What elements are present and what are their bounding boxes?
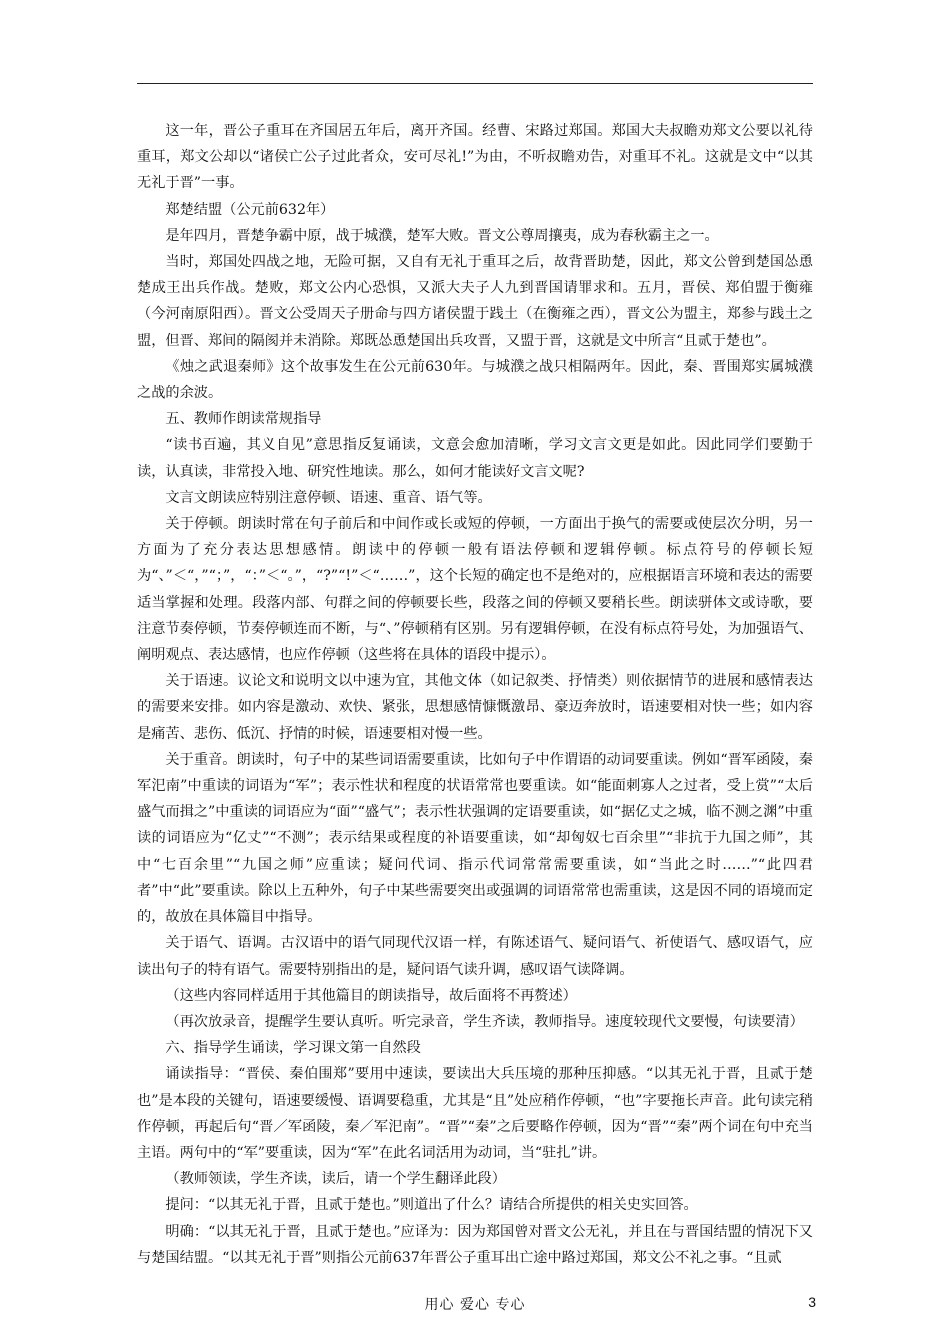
paragraph: 关于停顿。朗读时常在句子前后和中间作或长或短的停顿，一方面出于换气的需要或使层次分明，另一方面为了充分表达思想感情。朗读中的停顿一般有语法停顿和逻辑停顿。标点符号的停顿长短为“、”＜“，”“；”，“：”＜“。”，“?”“!”＜“……”，这个长短的确定也不是绝对的，应根据语言环境和表达的需要适当掌握和处理。段落内部、句群之间的停顿要长些，段落之间的停顿又要稍长些。朗读骈体文或诗歌，要注意节奏停顿，节奏停顿连而不断，与“、”停顿稍有区别。另有逻辑停顿，在没有标点符号处，为加强语气、阐明观点、表达感情，也应作停顿（这些将在具体的语段中提示）。: [137, 516, 813, 664]
footer-motto: 用心 爱心 专心: [424, 1297, 526, 1313]
paragraph: 是年四月，晋楚争霸中原，战于城濮，楚军大败。晋文公尊周攘夷，成为春秋霸主之一。: [165, 227, 719, 244]
paragraph: 关于语速。议论文和说明文以中速为宜，其他文体（如记叙类、抒情类）则依据情节的进展和感情表达的需要来安排。如内容是激动、欢快、紧张，思想感情慷慨激昂、豪迈奔放时，语速要相对快一些；如内容是痛苦、悲伤、低沉、抒情的时候，语速要相对慢一些。: [137, 673, 813, 742]
header-rule: [137, 83, 813, 84]
section-heading: 六、指导学生诵读，学习课文第一自然段: [165, 1040, 421, 1057]
document-body: [137, 118, 813, 1271]
paragraph: 关于重音。朗读时，句子中的某些词语需要重读，比如句子中作谓语的动词要重读。例如“晋军函陵，秦军汜南”中重读的词语为“军”；表示性状和程度的状语常常也要重读。如“能面刺寡人之过者，受上赏”“太后盛气而揖之”中重读的词语应为“面”“盛气”；表示性状强调的定语要重读，如“据亿丈之城，临不测之渊”中重读的词语应为“亿丈”“不测”；表示结果或程度的补语要重读，如“却匈奴七百余里”“非抗于九国之师”，其中“七百余里”“九国之师”应重读；疑问代词、指示代词常常需要重读，如“当此之时……”“此四君者”中“此”要重读。除以上五种外，句子中某些需要突出或强调的词语常常也需重读，这是因不同的语境而定的，故放在具体篇目中指导。: [137, 751, 813, 926]
note-paragraph: （教师领读，学生齐读，读后，请一个学生翻译此段）: [165, 1171, 506, 1188]
paragraph: 当时，郑国处四战之地，无险可据，又自有无礼于重耳之后，故背晋助楚，因此，郑文公曾到楚国怂恿楚成王出兵作战。楚败，郑文公内心恐惧，又派大夫子人九到晋国请罪求和。五月，晋侯、郑伯盟于衡雍（今河南原阳西）。晋文公受周天子册命与四方诸侯盟于践土（在衡雍之西），晋文公为盟主，郑参与践土之盟，但晋、郑间的隔阂并未消除。郑既怂恿楚国出兵攻晋，又盟于晋，这就是文中所言“且贰于楚也”。: [137, 254, 813, 349]
answer-paragraph: 明确：“以其无礼于晋，且贰于楚也。”应译为：因为郑国曾对晋文公无礼，并且在与晋国结盟的情况下又与楚国结盟。“以其无礼于晋”则指公元前637年晋公子重耳出亡途中路过郑国，郑文公不礼之事。“且贰: [137, 1223, 813, 1266]
note-paragraph: （再次放录音，提醒学生要认真听。听完录音，学生齐读，教师指导。速度较现代文要慢，句读要清）: [165, 1013, 804, 1030]
paragraph: 关于语气、语调。古汉语中的语气同现代汉语一样，有陈述语气、疑问语气、祈使语气、感叹语气，应读出句子的特有语气。需要特别指出的是，疑问语气读升调，感叹语气读降调。: [137, 935, 813, 978]
question-paragraph: 提问：“以其无礼于晋，且贰于楚也。”则道出了什么？请结合所提供的相关史实回答。: [165, 1197, 698, 1214]
paragraph: 这一年，晋公子重耳在齐国居五年后，离开齐国。经曹、宋路过郑国。郑国大夫叔瞻劝郑文公要以礼待重耳，郑文公却以“诸侯亡公子过此者众，安可尽礼!”为由，不听叔瞻劝告，对重耳不礼。这就是文中“以其无礼于晋”一事。: [137, 123, 813, 192]
note-paragraph: （这些内容同样适用于其他篇目的朗读指导，故后面将不再赘述）: [165, 987, 577, 1004]
section-heading: 五、教师作朗读常规指导: [165, 411, 322, 428]
section-subheading: 郑楚结盟（公元前632年）: [165, 201, 335, 218]
paragraph: 《烛之武退秦师》这个故事发生在公元前630年。与城濮之战只相隔两年。因此，秦、晋围郑实属城濮之战的余波。: [137, 358, 813, 402]
paragraph: 文言文朗读应特别注意停顿、语速、重音、语气等。: [165, 489, 492, 506]
paragraph: 诵读指导：“晋侯、秦伯围郑”要用中速读，要读出大兵压境的那种压抑感。“以其无礼于晋，且贰于楚也”是本段的关键句，语速要缓慢、语调要稳重，尤其是“且”处应稍作停顿，“也”字要拖长声音。此句读完稍作停顿，再起后句“晋／军函陵，秦／军汜南”。“晋”“秦”之后要略作停顿，因为“晋”“秦”两个词在句中充当主语。两句中的“军”要重读，因为“军”在此名词活用为动词，当“驻扎”讲。: [137, 1066, 813, 1161]
page-number: 3: [808, 1294, 816, 1310]
paragraph: “读书百遍，其义自见”意思指反复诵读，文意会愈加清晰，学习文言文更是如此。因此同学们要勤于读，认真读，非常投入地、研究性地读。那么，如何才能读好文言文呢?: [137, 437, 813, 480]
